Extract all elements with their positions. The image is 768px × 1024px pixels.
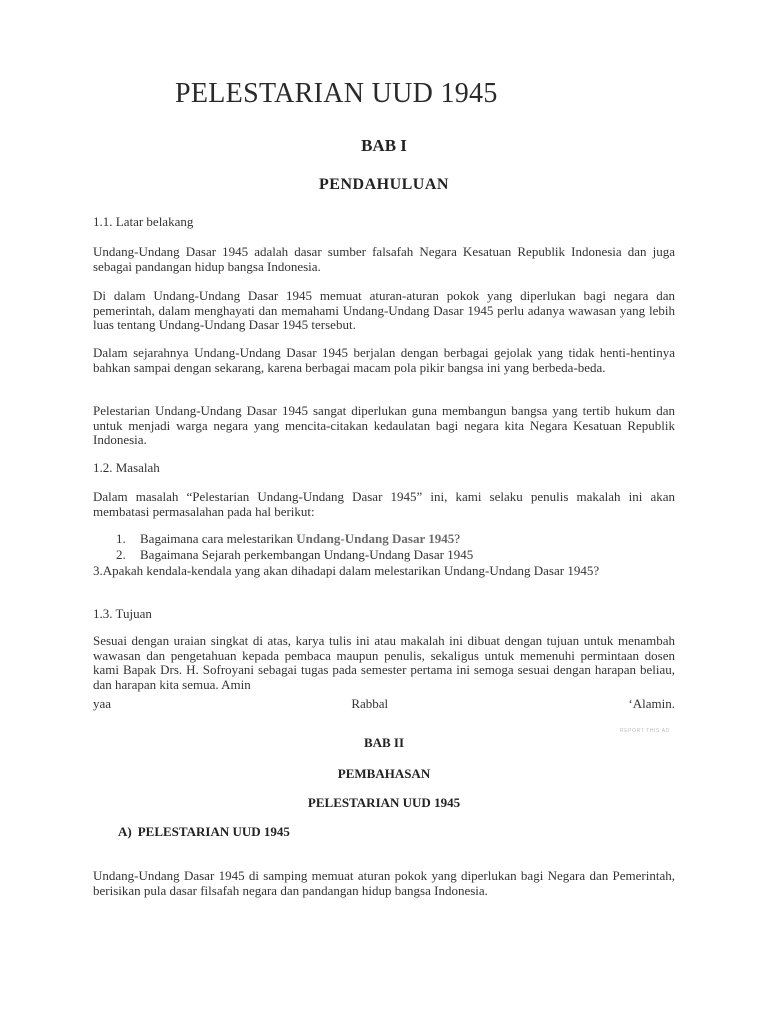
subsection-a-heading xyxy=(118,824,296,840)
uud-1945-link[interactable]: Undang-Undang Dasar 1945 xyxy=(296,531,455,546)
section-1-1-heading: 1.1. Latar belakang xyxy=(93,214,194,229)
report-ad-link[interactable]: REPORT THIS AD xyxy=(620,728,670,734)
last-line-word-1: yaa xyxy=(93,696,112,711)
list-item-text: Bagaimana Sejarah perkembangan Undang-Undang Dasar 1945 xyxy=(140,547,474,562)
list-item-end: ? xyxy=(454,531,461,546)
introduction-heading: PENDAHULUAN xyxy=(319,176,449,193)
list-item-text: Bagaimana cara melestarikan xyxy=(140,531,297,546)
paragraph-6-last-line xyxy=(93,697,675,712)
paragraph-6: Sesuai dengan uraian singkat di atas, karya tulis ini atau makalah ini dibuat dengan tujuan untuk menambah wawasan dan pengetahuan kepada pembaca maupun penulis, sekaligus untuk memenuhi permintaan dosen kami Bapak Drs. H. Sofroyani sebagai tugas pada semester pertama ini semoga sesuai dengan harapan beliau, dan harapan kita semua. Amin xyxy=(93,633,675,692)
last-line-word-2: Rabbal xyxy=(351,696,389,711)
paragraph-3: Dalam sejarahnya Undang-Undang Dasar 1945 berjalan dengan berbagai gejolak yang tidak henti-hentinya bahkan sampai dengan sekarang, karena berbagai macam pola pikir bangsa ini yang berbeda-beda. xyxy=(93,345,675,375)
list-item xyxy=(93,531,693,547)
pelestarian-heading: PELESTARIAN UUD 1945 xyxy=(307,795,461,810)
subsection-a-title: PELESTARIAN UUD 1945 xyxy=(137,824,290,839)
paragraph-5: Dalam masalah “Pelestarian Undang-Undang Dasar 1945” ini, kami selaku penulis makalah ini akan membatasi permasalahan pada hal berikut: xyxy=(93,489,675,519)
list-number: 2. xyxy=(116,547,126,562)
paragraph-1: Undang-Undang Dasar 1945 adalah dasar sumber falsafah Negara Kesatuan Republik Indonesia dan juga sebagai pandangan hidup bangsa Indonesia. xyxy=(93,244,675,274)
problem-list xyxy=(93,531,693,578)
chapter-2-heading: BAB II xyxy=(363,735,405,750)
discussion-heading: PEMBAHASAN xyxy=(337,766,431,781)
list-item xyxy=(93,547,693,563)
subsection-a-letter: A) xyxy=(118,824,132,839)
paragraph-2: Di dalam Undang-Undang Dasar 1945 memuat aturan-aturan pokok yang diperlukan bagi negara dan pemerintah, dalam menghayati dan memahami Undang-Undang Dasar 1945 perlu adanya wawasan yang lebih luas tentang Undang-Undang Dasar 1945 tersebut. xyxy=(93,288,675,332)
list-item-3: 3.Apakah kendala-kendala yang akan dihadapi dalam melestarikan Undang-Undang Dasar 1945? xyxy=(93,563,600,578)
section-1-2-heading: 1.2. Masalah xyxy=(93,460,160,475)
document-title: PELESTARIAN UUD 1945 xyxy=(175,78,498,109)
last-line-word-3: ‘Alamin. xyxy=(628,696,675,711)
paragraph-7: Undang-Undang Dasar 1945 di samping memuat aturan pokok yang diperlukan bagi Negara dan Pemerintah, berisikan pula dasar filsafah negara dan pandangan hidup bangsa Indonesia. xyxy=(93,868,675,898)
paragraph-4: Pelestarian Undang-Undang Dasar 1945 sangat diperlukan guna membangun bangsa yang tertib hukum dan untuk menjadi warga negara yang mencita-citakan kedaulatan bagi negara kita Negara Kesatuan Republik Indonesia. xyxy=(93,403,675,447)
chapter-1-heading: BAB I xyxy=(361,136,407,155)
section-1-3-heading: 1.3. Tujuan xyxy=(93,606,152,621)
list-number: 1. xyxy=(116,531,126,546)
